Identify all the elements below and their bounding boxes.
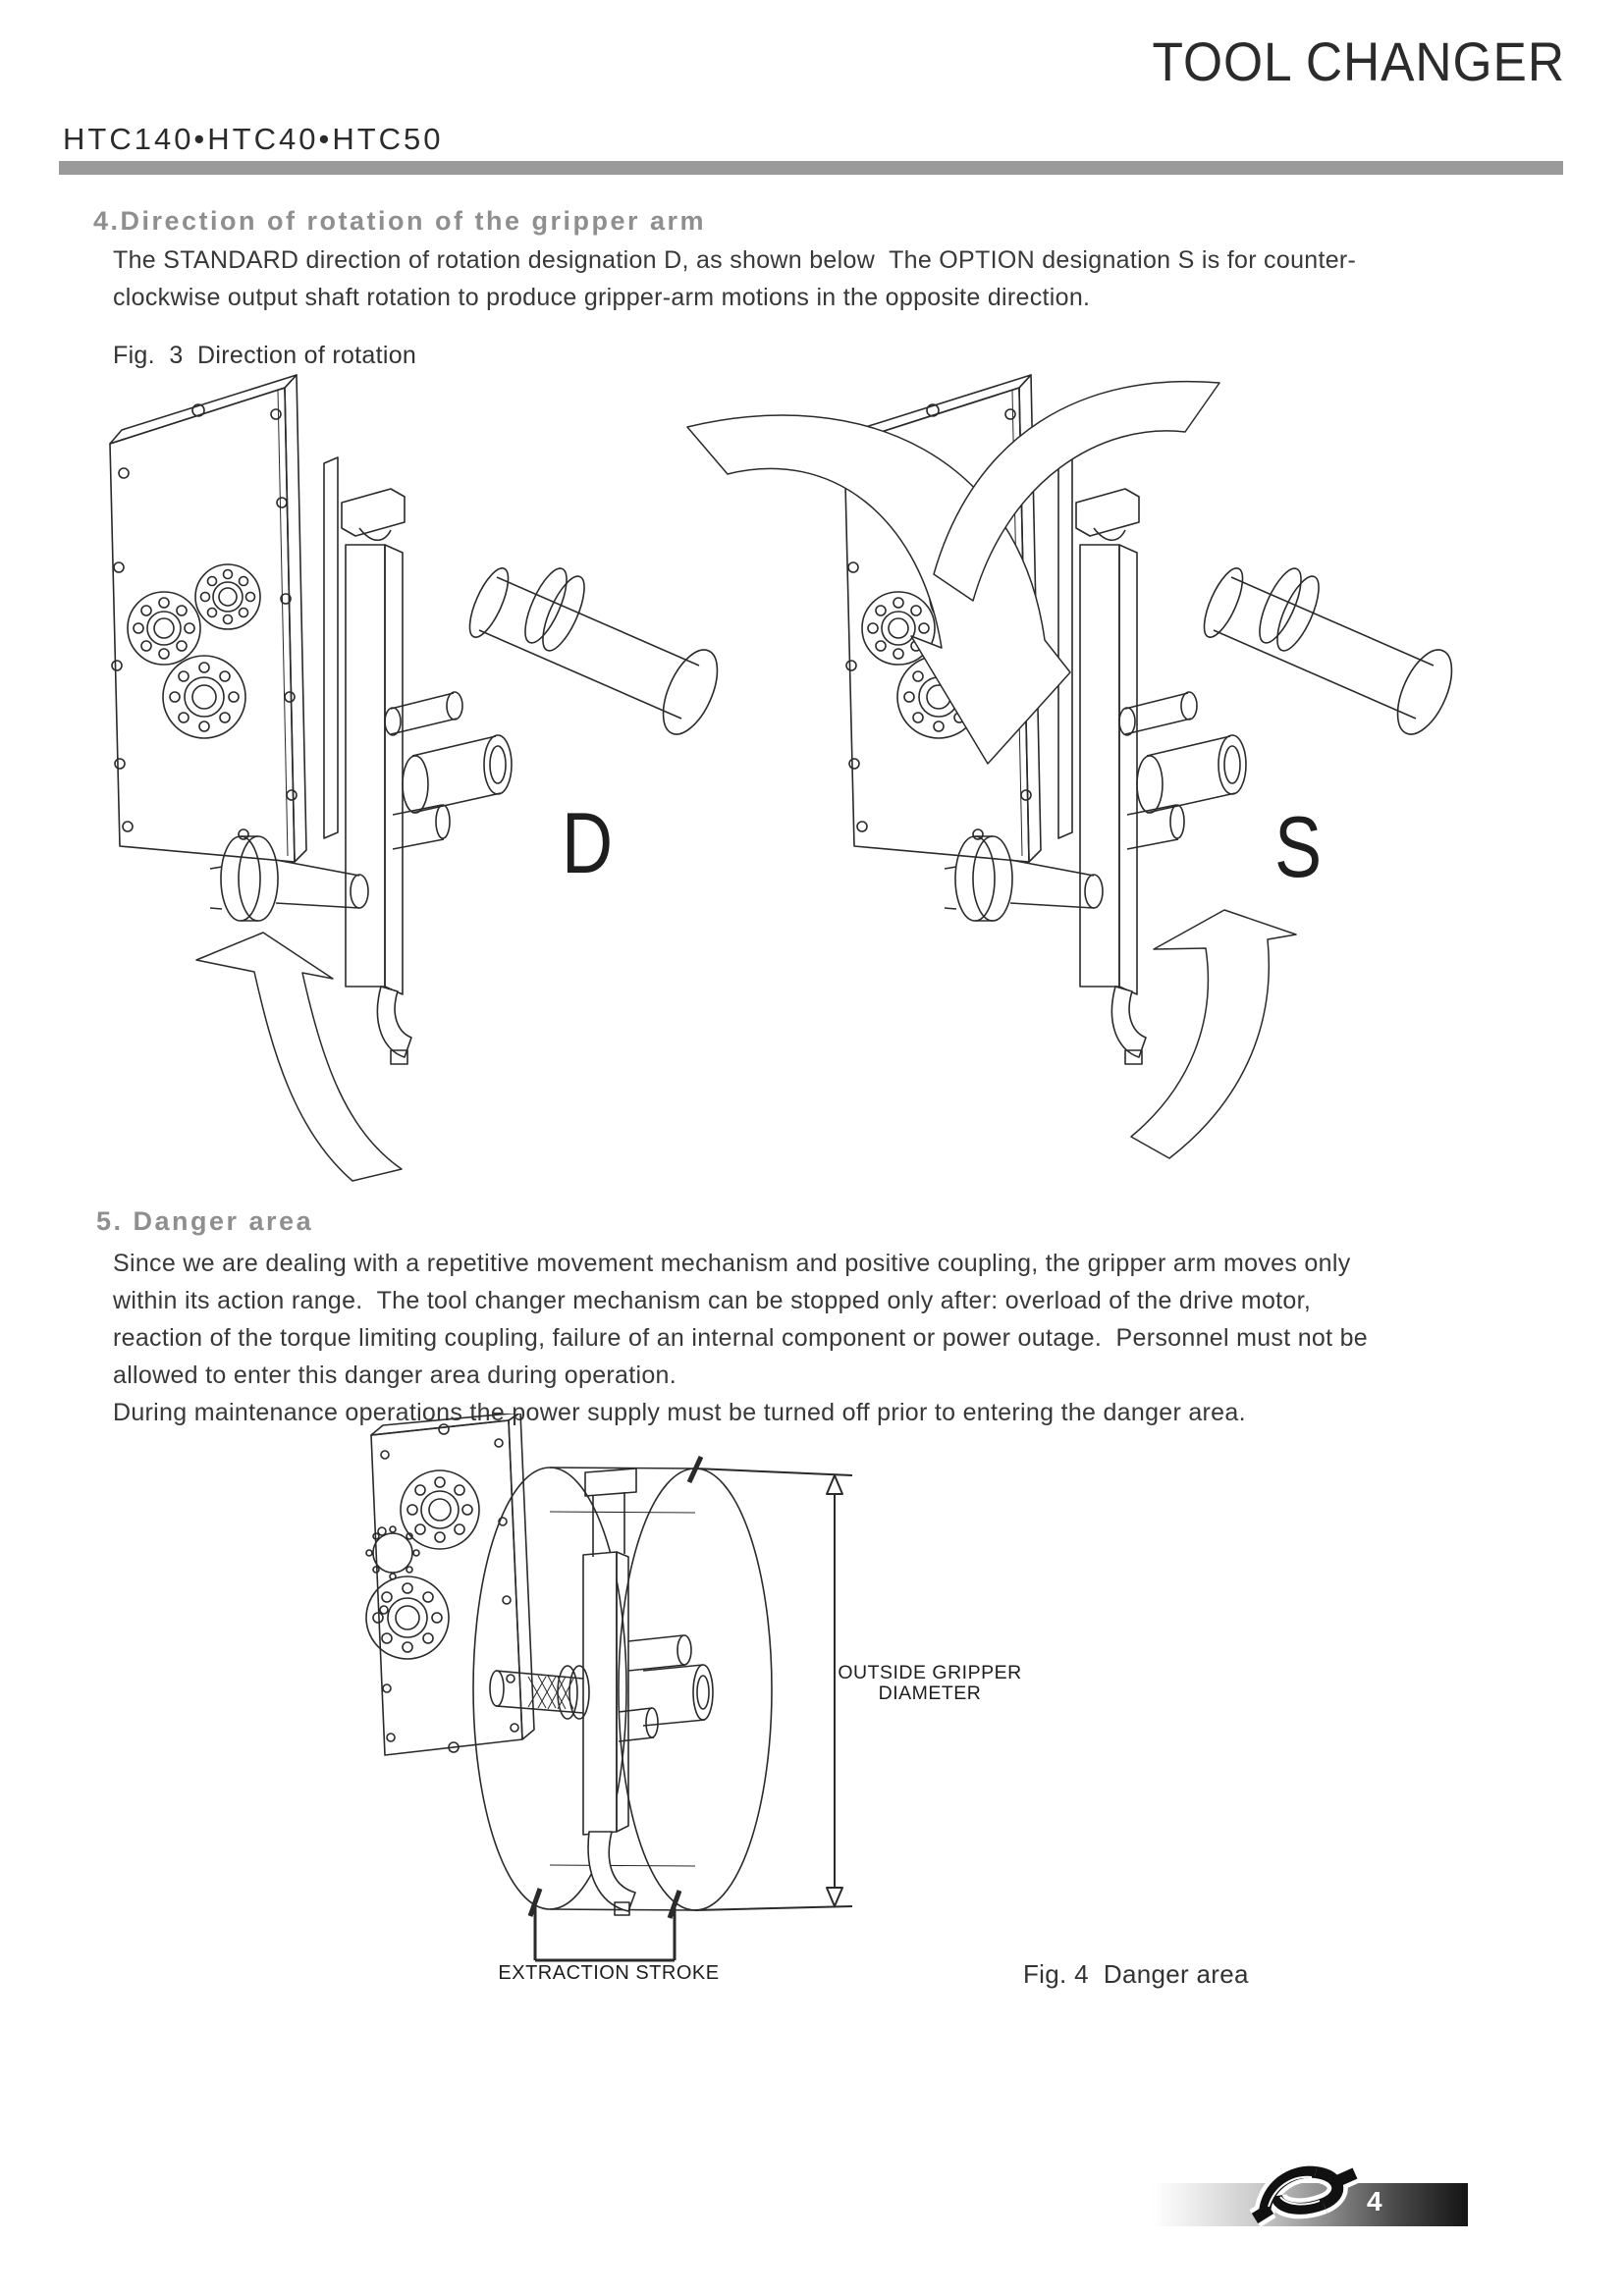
brand-logo-icon <box>1249 2158 1359 2236</box>
body-line: within its action range. The tool changer mechanism can be stopped only after: overload of the drive motor, <box>113 1287 1312 1314</box>
direction-label-d: D <box>562 794 614 891</box>
fig4-caption: Fig. 4 Danger area <box>1023 1959 1249 1989</box>
body-line: clockwise output shaft rotation to produce gripper-arm motions in the opposite direction. <box>113 284 1091 311</box>
fig3-caption: Fig. 3 Direction of rotation <box>113 342 417 369</box>
direction-label-s: S <box>1274 798 1323 895</box>
model-codes: HTC140•HTC40•HTC50 <box>63 122 444 156</box>
body-line: reaction of the torque limiting coupling, failure of an internal component or power outage. Personnel must not be <box>113 1324 1368 1352</box>
section5-heading: 5. Danger area <box>96 1206 314 1236</box>
page-title: TOOL CHANGER <box>1152 30 1565 92</box>
outside-gripper-diameter-label: OUTSIDE GRIPPER DIAMETER <box>838 1662 1022 1704</box>
body-line: The STANDARD direction of rotation designation D, as shown below The OPTION designation S is for counter- <box>113 246 1357 274</box>
fig4-drawing <box>0 1414 1624 2032</box>
header-rule <box>59 161 1563 175</box>
page-number: 4 <box>1367 2186 1382 2216</box>
body-line: Since we are dealing with a repetitive movement mechanism and positive coupling, the gripper arm moves only <box>113 1250 1351 1277</box>
extraction-stroke-label: EXTRACTION STROKE <box>498 1962 720 1984</box>
section4-heading: 4.Direction of rotation of the gripper arm <box>93 206 707 236</box>
body-line: During maintenance operations the power supply must be turned off prior to entering the danger area. <box>113 1399 1246 1426</box>
fig3-drawing <box>0 373 1624 1202</box>
body-line: allowed to enter this danger area during operation. <box>113 1362 677 1389</box>
